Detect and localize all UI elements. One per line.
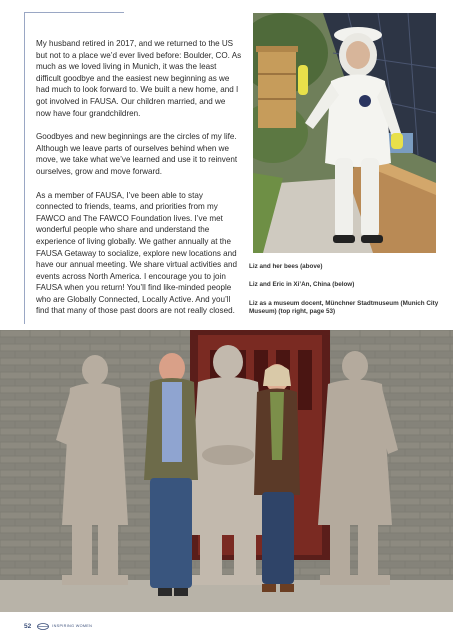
paragraph-3: As a member of FAUSA, I’ve been able to stay connected to friends, teams, and priorities from my FAWCO and The FAWCO Foundation lives. I’ve met wonderful people who share and understand the experience of living globally. We gather annually at the FAUSA Getaway to socialize, explore new locations and have our annual meeting. We share virtual activities and events across North America. I encourage you to join FAUSA when you return! You’ll find like-minded people who are Globally Connected, Locally Active. And you’ll find that many of those past doors are not really closed. xyxy=(36,190,237,316)
paragraph-1: My husband retired in 2017, and we returned to the US but not to a place we’d ever lived before: Boulder, CO. As much as we loved living in Munich, it was the least difficult goodbye and the easiest new beginning as we had much to look forward to. We built a new home, and I got involved in FAUSA. Our children married, and we now have four grandchildren. xyxy=(36,39,242,118)
page-footer xyxy=(24,621,92,631)
caption-museum: Liz as a museum docent, Münchner Stadtmuseum (Munich City Museum) (top right, page 53) xyxy=(249,299,439,316)
article-body xyxy=(36,38,242,329)
publication-name: INSPIRING WOMEN xyxy=(52,624,93,628)
photo-captions xyxy=(249,263,439,327)
publication-logo xyxy=(37,623,92,630)
photo-liz-with-bees xyxy=(253,13,436,253)
caption-bees: Liz and her bees (above) xyxy=(249,263,323,270)
decorative-frame-left xyxy=(24,12,25,324)
page-number: 52 xyxy=(24,622,32,630)
logo-icon xyxy=(37,623,49,630)
paragraph-2: Goodbyes and new beginnings are the circles of my life. Although we leave parts of ourselves behind when we move, we take what we’ve learned and use it to reinvent ourselves, grow and move forward. xyxy=(36,132,238,176)
decorative-frame-top xyxy=(24,12,124,13)
photo-liz-and-eric-xian xyxy=(0,330,453,612)
caption-xian: Liz and Eric in Xi’An, China (below) xyxy=(249,281,355,289)
